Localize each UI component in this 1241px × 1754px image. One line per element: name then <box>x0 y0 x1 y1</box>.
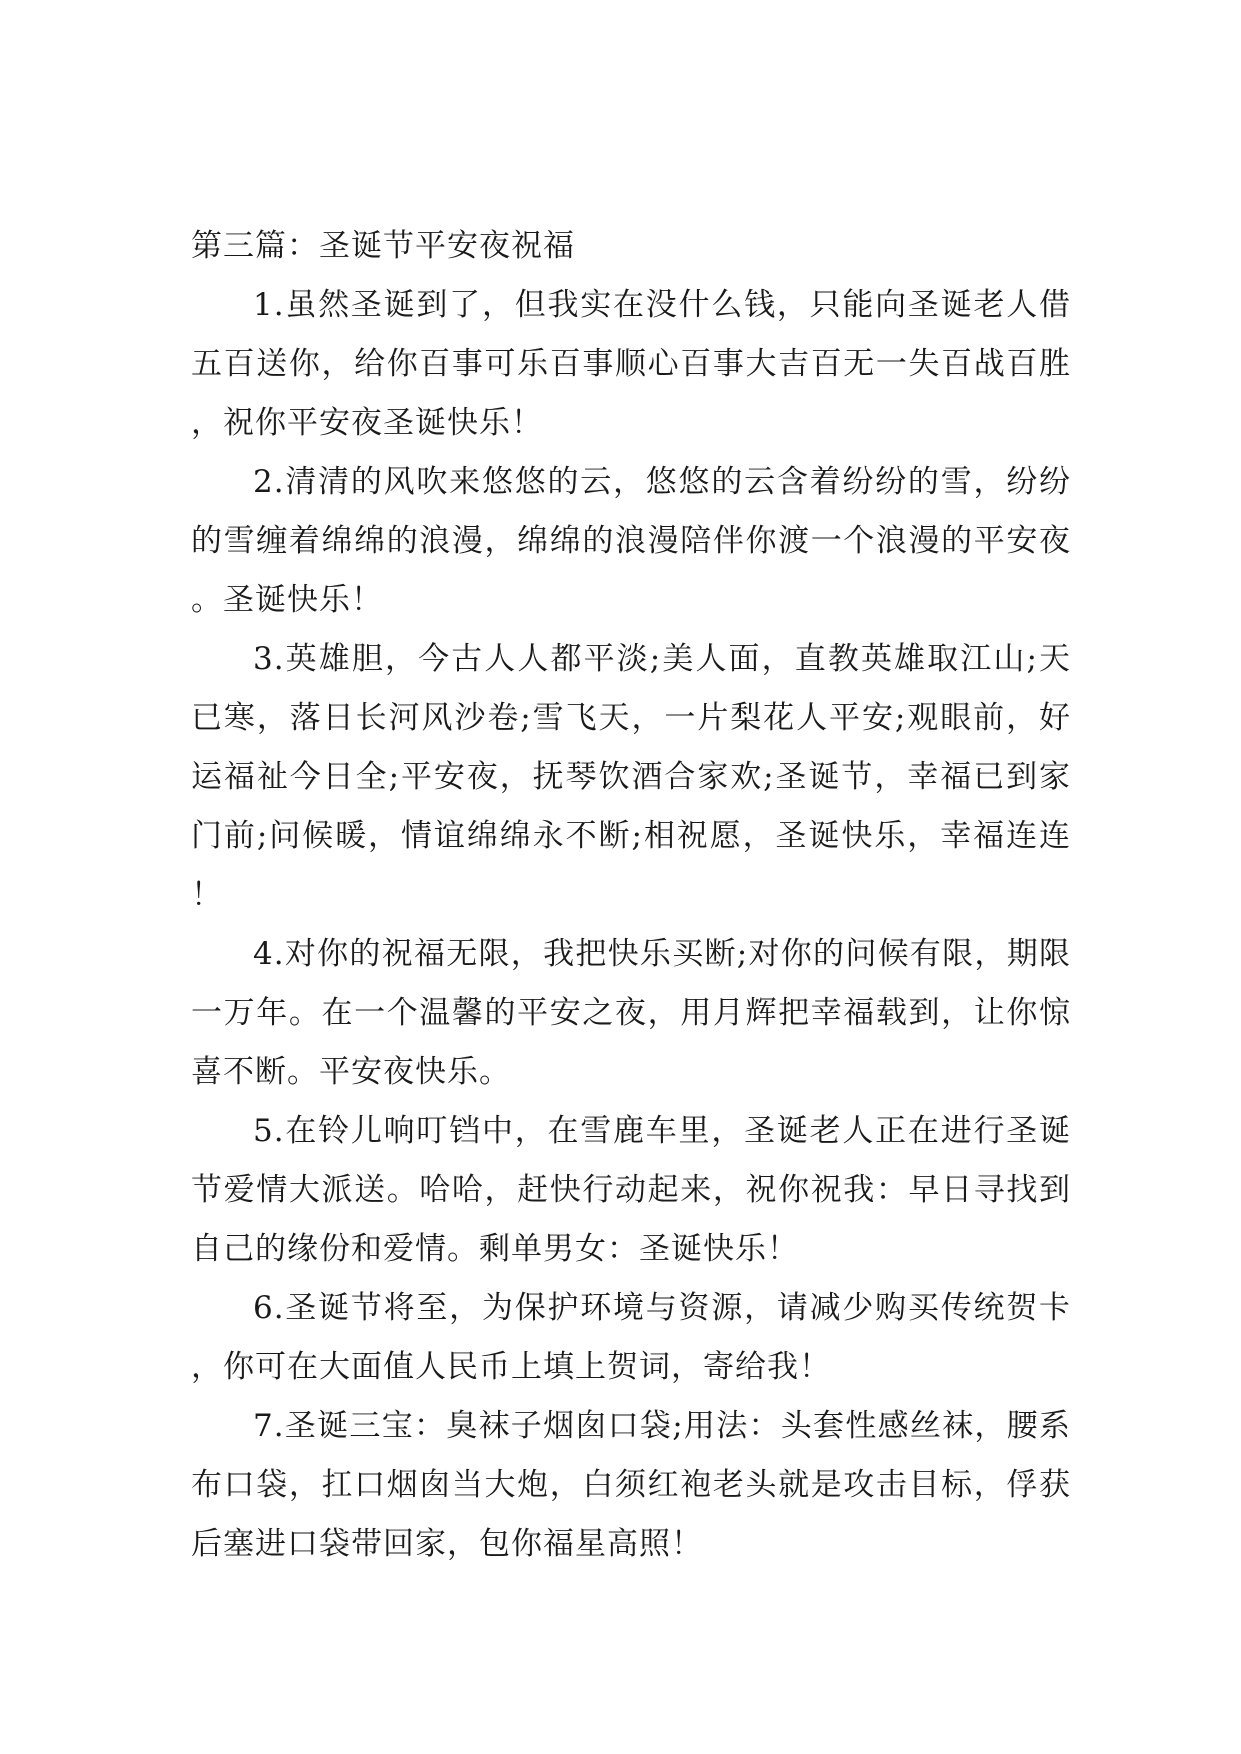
paragraph-7: 7.圣诞三宝：臭袜子烟囱口袋;用法：头套性感丝袜，腰系布口袋，扛口烟囱当大炮，白须红袍老头就是攻击目标，俘获后塞进口袋带回家，包你福星高照！ <box>191 1408 1071 1562</box>
paragraph-6: 6.圣诞节将至，为保护环境与资源，请减少购买传统贺卡，你可在大面值人民币上填上贺词，寄给我！ <box>191 1290 1071 1385</box>
paragraph-3: 3.英雄胆，今古人人都平淡;美人面，直教英雄取江山;天已寒，落日长河风沙卷;雪飞天，一片梨花人平安;观眼前，好运福祉今日全;平安夜，抚琴饮酒合家欢;圣诞节，幸福已到家门前;问候暖，情谊绵绵永不断;相祝愿，圣诞快乐，幸福连连！ <box>191 641 1071 913</box>
document-body <box>191 217 1071 1574</box>
section-heading: 第三篇：圣诞节平安夜祝福 <box>191 228 575 264</box>
paragraph-4: 4.对你的祝福无限，我把快乐买断;对你的问候有限，期限一万年。在一个温馨的平安之夜，用月辉把幸福载到，让你惊喜不断。平安夜快乐。 <box>191 936 1071 1090</box>
paragraph-1: 1.虽然圣诞到了，但我实在没什么钱，只能向圣诞老人借五百送你，给你百事可乐百事顺心百事大吉百无一失百战百胜，祝你平安夜圣诞快乐！ <box>191 287 1071 441</box>
paragraph-2: 2.清清的风吹来悠悠的云，悠悠的云含着纷纷的雪，纷纷的雪缠着绵绵的浪漫，绵绵的浪漫陪伴你渡一个浪漫的平安夜。圣诞快乐！ <box>191 464 1071 618</box>
paragraph-5: 5.在铃儿响叮铛中，在雪鹿车里，圣诞老人正在进行圣诞节爱情大派送。哈哈，赶快行动起来，祝你祝我：早日寻找到自己的缘份和爱情。剩单男女：圣诞快乐！ <box>191 1113 1071 1267</box>
